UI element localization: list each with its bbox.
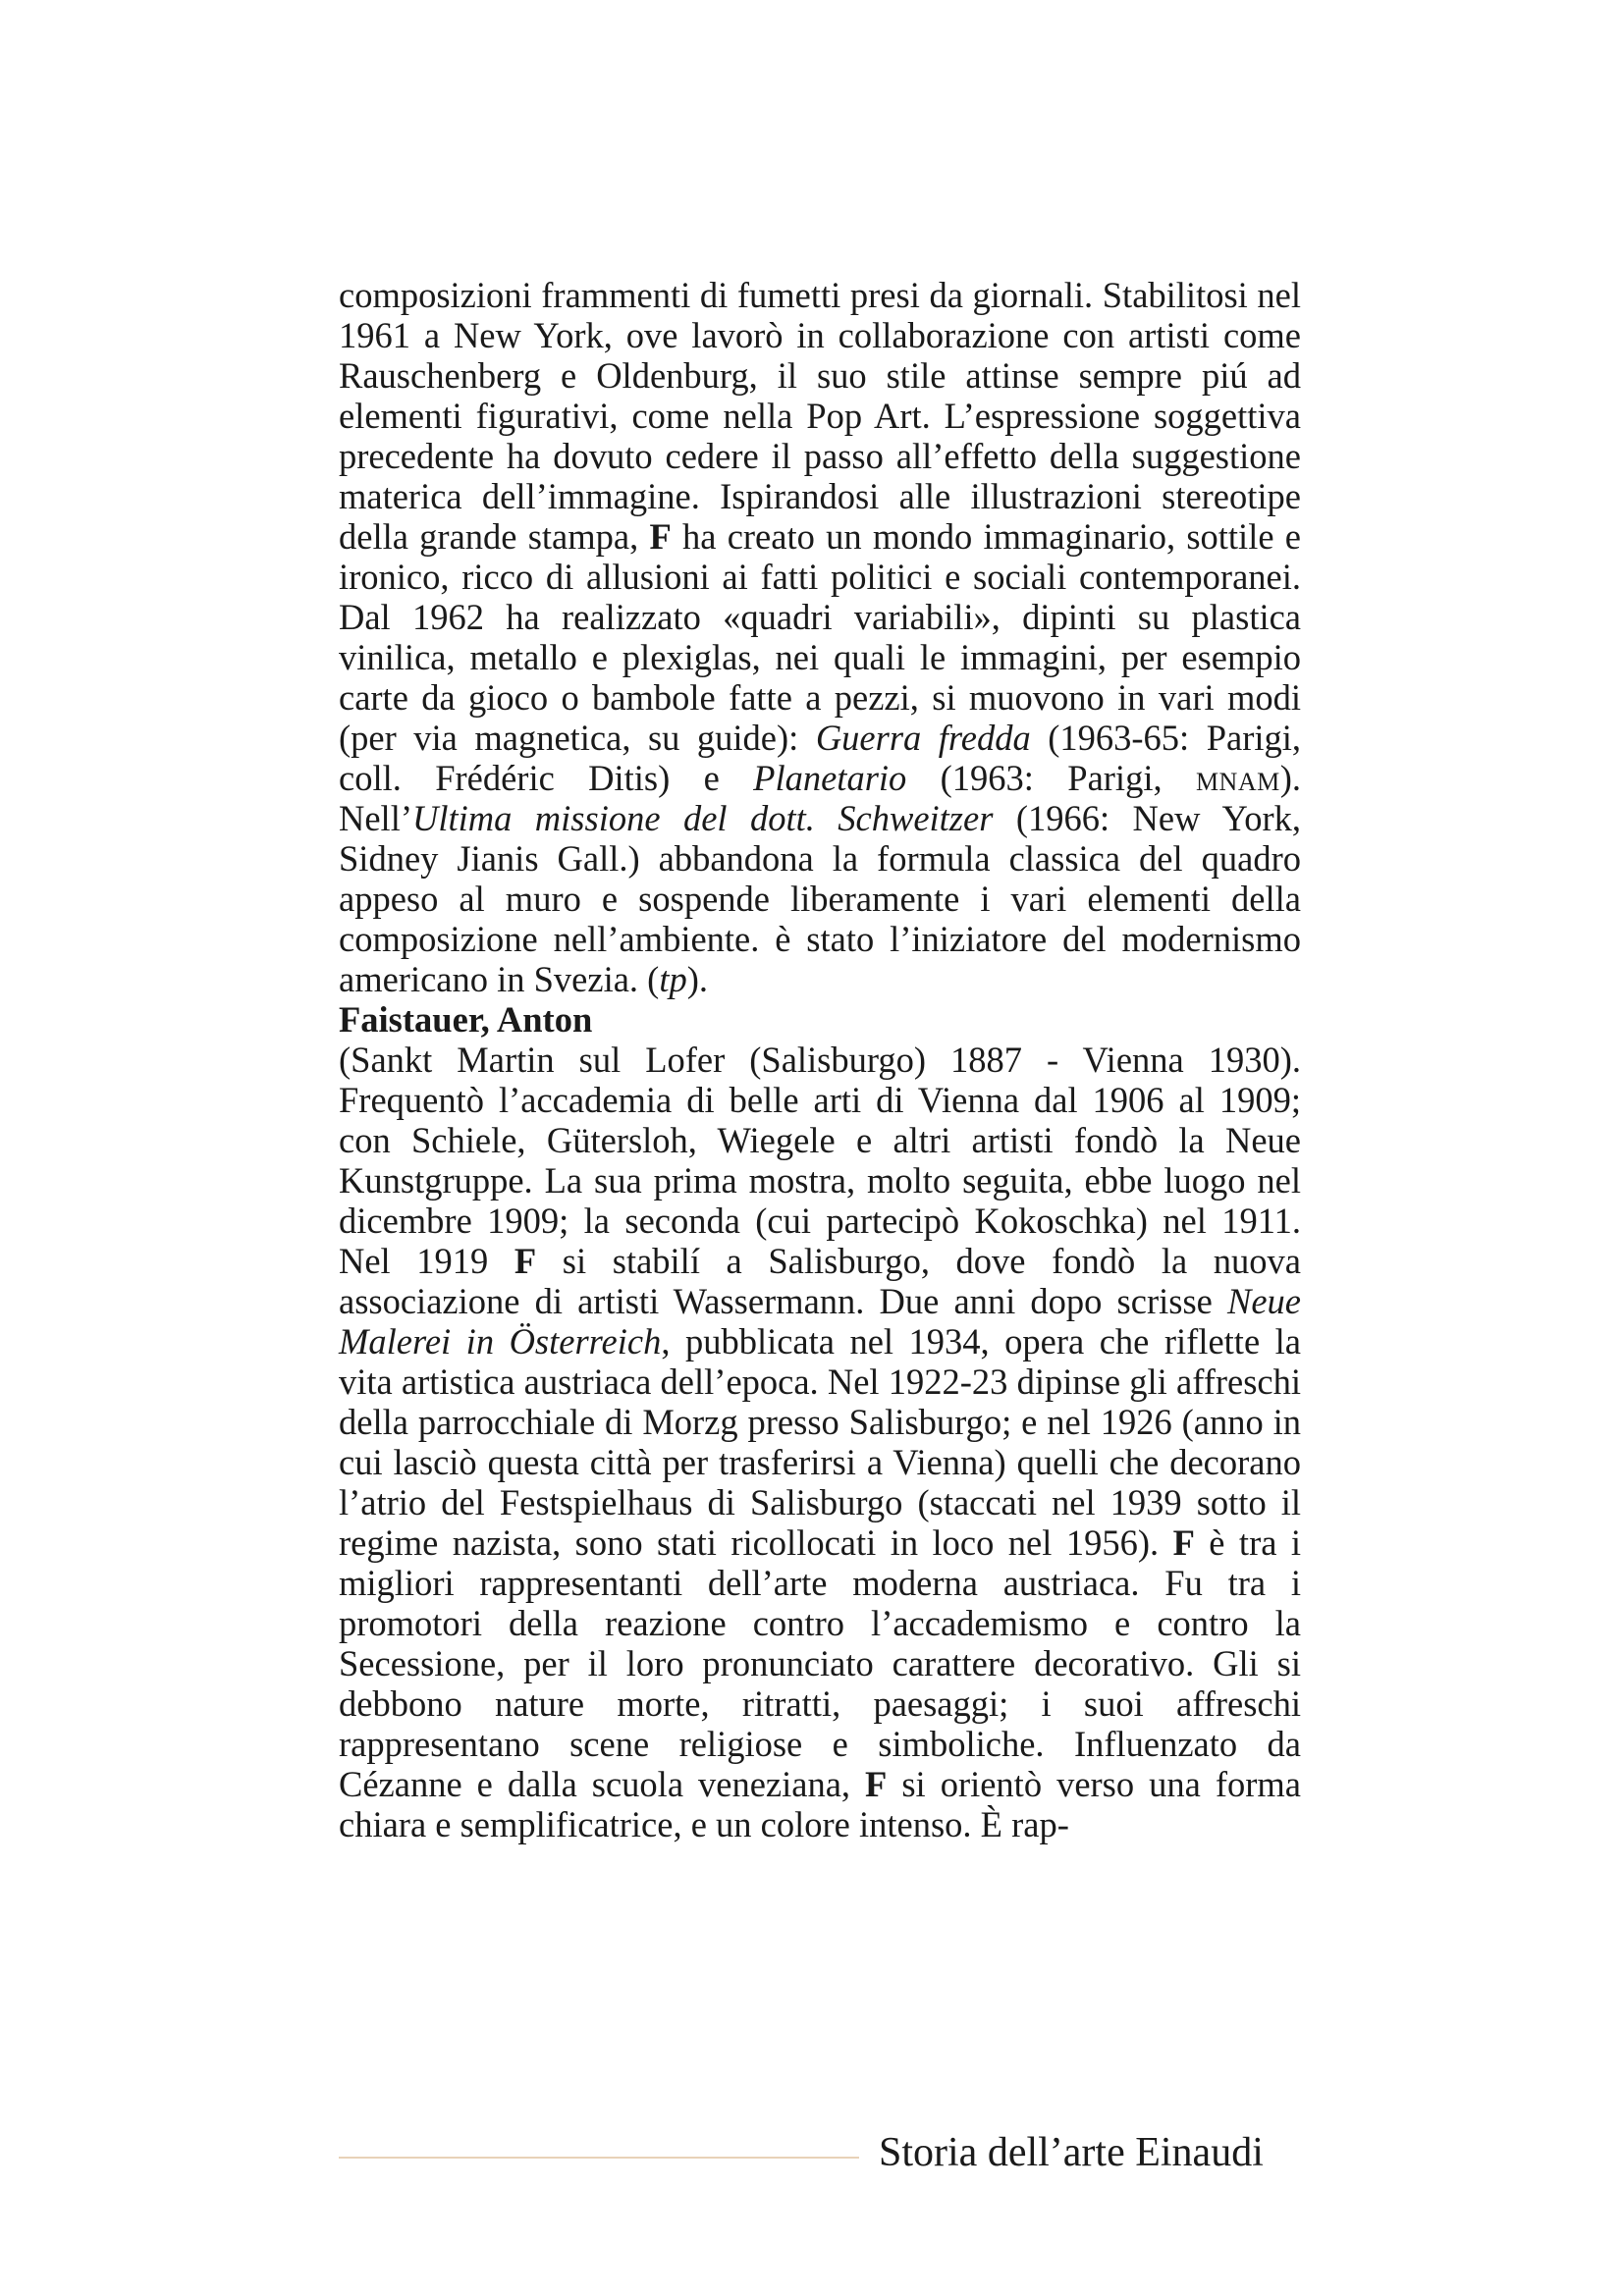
text-run: ha creato un mondo immaginario, sottile e ironico, ricco di allusioni ai fatti politici e sociali contemporanei. Dal 1962 ha realizzato «quadri variabili», dipinti su plastica vinilica, metallo e plexiglas, nei quali le immagini, per esempio carte da gioco o bambole fatte a pezzi, si muovono in vari modi (per via magnetica, su guide): — [339, 516, 1301, 758]
entry-heading: Faistauer, Anton — [339, 999, 593, 1040]
text-run: si orientò verso una forma chiara e semplificatrice, e un colore intenso. È rap- — [339, 1764, 1301, 1844]
text-run: si stabilí a Salisburgo, dove fondò la nuova associazione di artisti Wassermann. Due anni dopo scrisse — [339, 1241, 1301, 1321]
entry-continuation-paragraph — [339, 275, 1301, 999]
artwork-title: Planetario — [753, 758, 907, 798]
entry-initial: F — [649, 516, 672, 557]
text-run: (1966: New York, Sidney Jianis Gall.) abbandona la formula classica del quadro appeso al muro e sospende liberamente i vari elementi della composizione nell’ambiente. è stato l’iniziatore del modernismo americano in Svezia. ( — [339, 798, 1301, 999]
footer-title: Storia dell’arte Einaudi — [879, 2130, 1264, 2175]
entry-paragraph — [339, 1040, 1301, 1844]
artwork-title: Guerra fredda — [815, 718, 1031, 758]
entry-initial: F — [514, 1241, 537, 1281]
text-run: ). Nell’ — [339, 758, 1302, 838]
footer-divider — [339, 2157, 859, 2159]
author-initials: tp — [659, 959, 687, 999]
text-run: , pubblicata nel 1934, opera che riflette la vita artistica austriaca dell’epoca. Nel 1922-23 dipinse gli affreschi della parrocchiale di Morzg presso Salisburgo; e nel 1926 (anno in cui lasciò questa città per trasferirsi a Vienna) quelli che decorano l’atrio del Festspielhaus di Salisburgo (staccati nel 1939 sotto il regime nazista, sono stati ricollocati in loco nel 1956). — [339, 1321, 1301, 1563]
book-title: Neue Malerei in Österreich — [339, 1281, 1301, 1362]
entry-initial: F — [865, 1764, 888, 1804]
text-run: è tra i migliori rappresentanti dell’arte moderna austriaca. Fu tra i promotori della reazione contro l’accademismo e contro la Secessione, per il loro pronunciato carattere decorativo. Gli si debbono nature morte, ritratti, paesaggi; i suoi affreschi rappresentano scene religiose e simboliche. Influenzato da Cézanne e dalla scuola veneziana, — [339, 1522, 1301, 1804]
text-run: ). — [686, 959, 709, 999]
text-run: (Sankt Martin sul Lofer (Salisburgo) 1887 - Vienna 1930). Frequentò l’accademia di belle arti di Vienna dal 1906 al 1909; con Schiele, Gütersloh, Wiegele e altri artisti fondò la Neue Kunstgruppe. La sua prima mostra, molto seguita, ebbe luogo nel dicembre 1909; la seconda (cui partecipò Kokoschka) nel 1911. Nel 1919 — [339, 1040, 1301, 1281]
museum-abbreviation: mnam — [1195, 758, 1280, 798]
body-text — [339, 275, 1301, 1844]
artwork-title: Ultima missione del dott. Schweitzer — [412, 798, 994, 838]
text-run: (1963: Parigi, — [906, 758, 1196, 798]
text-run: composizioni frammenti di fumetti presi da giornali. Stabilitosi nel 1961 a New York, ove lavorò in collaborazione con artisti come Rauschenberg e Oldenburg, il suo stile attinse sempre piú ad elementi figurativi, come nella Pop Art. L’espressione soggettiva precedente ha dovuto cedere il passo all’effetto della suggestione materica dell’immagine. Ispirandosi alle illustrazioni stereotipe della grande stampa, — [339, 275, 1301, 557]
text-run: (1963-65: Parigi, coll. Frédéric Ditis) e — [339, 718, 1302, 798]
entry-initial: F — [1172, 1522, 1195, 1563]
